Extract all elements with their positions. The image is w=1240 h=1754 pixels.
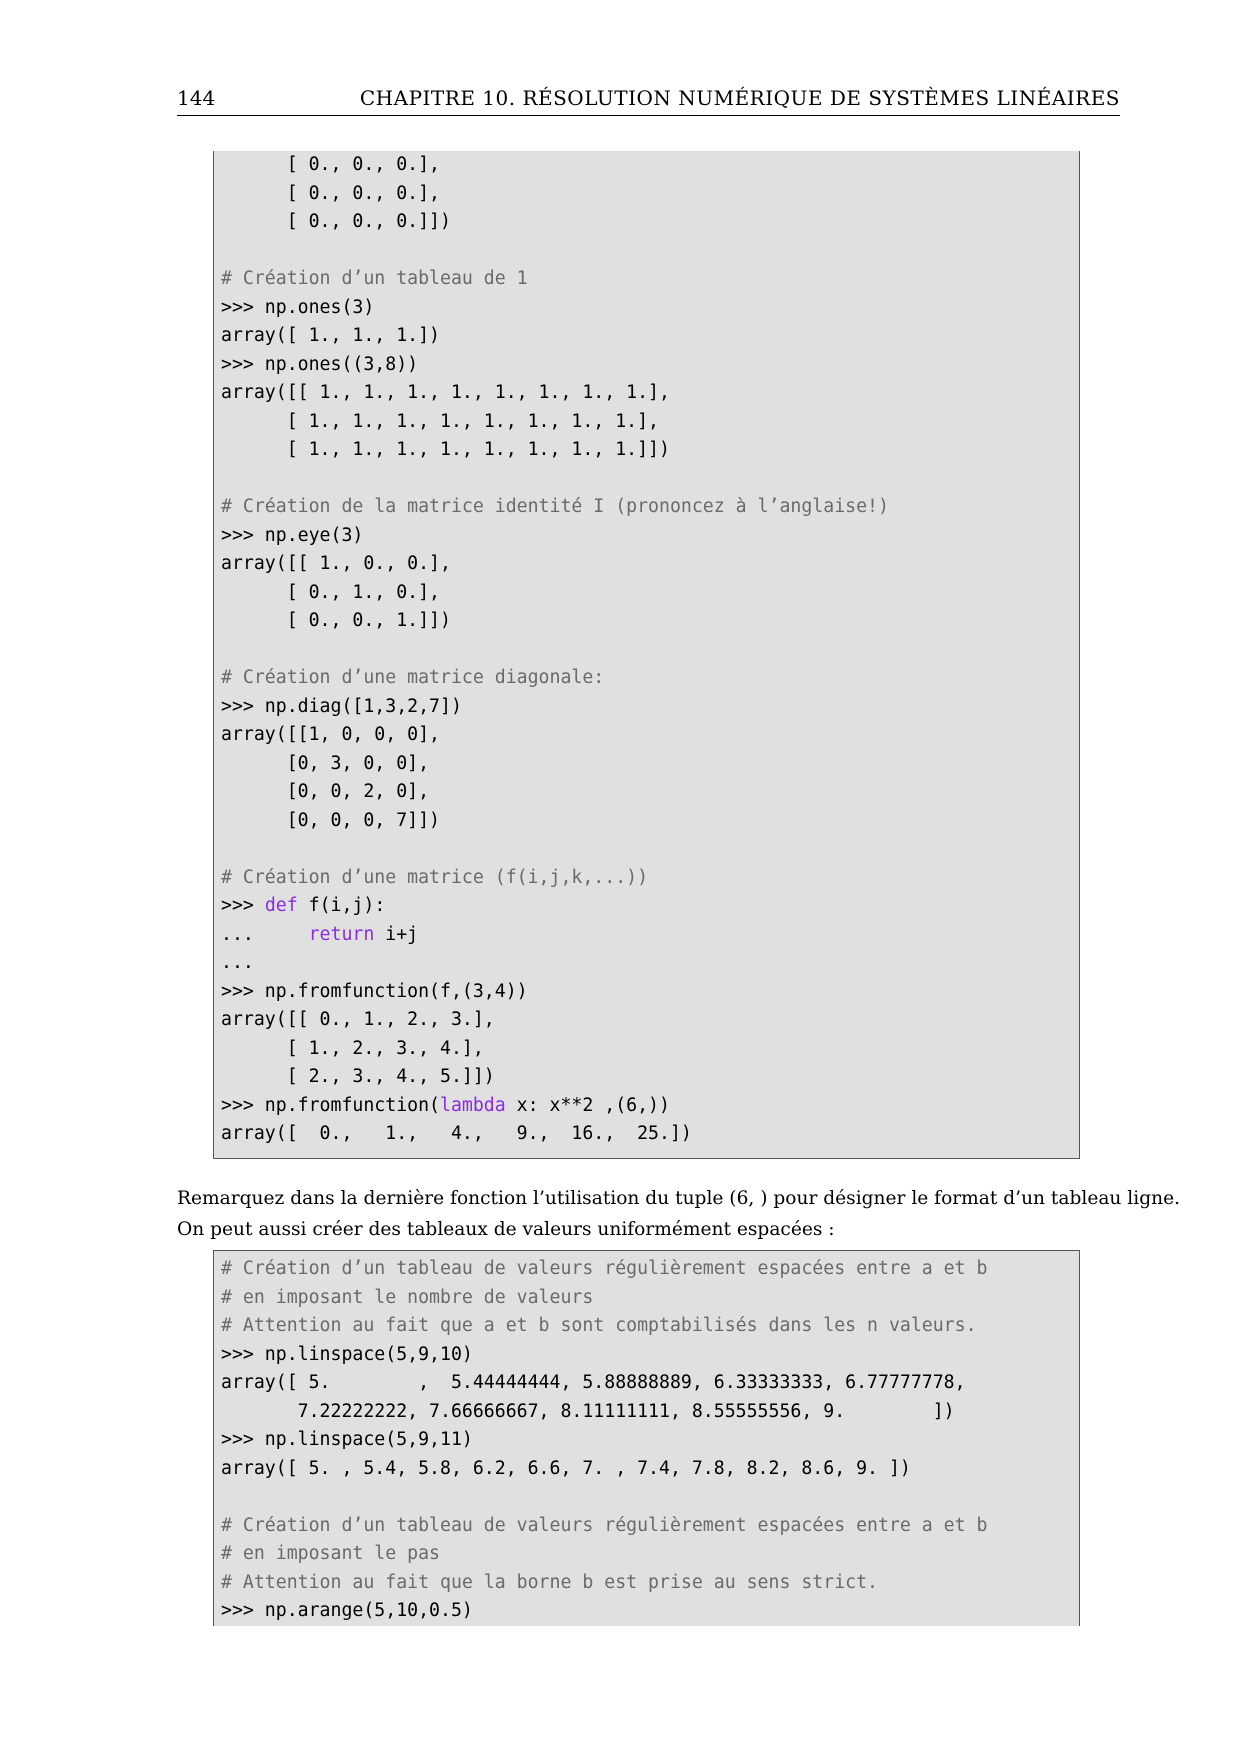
code-prompt: >>> np.fromfunction(f,(3,4)) <box>221 980 528 1002</box>
code-line <box>221 1063 495 1091</box>
code-prompt: >>> np.ones(3) <box>221 296 375 318</box>
code-comment: # Attention au fait que a et b sont comptabilisés dans les n valeurs. <box>221 1315 977 1336</box>
code-prompt: ... <box>221 923 309 945</box>
code-line <box>221 721 440 749</box>
code-output: [0, 0, 0, 7]]) <box>221 809 440 831</box>
code-line <box>221 379 670 407</box>
code-line <box>221 1569 878 1597</box>
code-prompt: >>> np.fromfunction( <box>221 1094 440 1116</box>
code-prompt: >>> np.linspace(5,9,11) <box>221 1429 473 1450</box>
code-prompt: >>> <box>221 895 265 916</box>
code-output: array([[1, 0, 0, 0], <box>221 724 440 745</box>
code-line <box>221 1369 966 1397</box>
code-prompt: ... <box>221 952 254 973</box>
code-line <box>221 1455 911 1483</box>
code-output: [ 0., 0., 0.], <box>221 182 440 204</box>
code-line <box>221 807 440 835</box>
code-listing-1 <box>213 151 1080 1159</box>
page-number: 144 <box>177 86 216 110</box>
code-comment: # en imposant le nombre de valeurs <box>221 1286 594 1308</box>
code-line <box>221 294 374 322</box>
code-prompt: >>> np.ones((3,8)) <box>221 353 419 375</box>
code-line <box>221 265 528 293</box>
code-line <box>221 493 889 521</box>
code-line <box>221 322 440 350</box>
code-line <box>221 351 418 379</box>
code-line <box>221 208 451 236</box>
code-line <box>221 180 440 208</box>
code-line <box>221 522 363 550</box>
code-comment: # Création d’une matrice diagonale: <box>221 667 605 688</box>
code-line <box>221 978 528 1006</box>
code-line <box>221 1540 440 1568</box>
code-line <box>221 1006 495 1034</box>
code-output: [ 1., 1., 1., 1., 1., 1., 1., 1.]]) <box>221 439 670 460</box>
code-line <box>221 1284 593 1312</box>
code-output: [0, 3, 0, 0], <box>221 752 430 774</box>
code-line <box>221 1341 473 1369</box>
code-line <box>221 1120 692 1148</box>
code-line <box>221 1398 955 1426</box>
code-output: [ 1., 2., 3., 4.], <box>221 1037 484 1059</box>
code-line <box>221 664 604 692</box>
code-line <box>221 1426 473 1454</box>
code-comment: # Attention au fait que la borne b est prise au sens strict. <box>221 1571 878 1593</box>
chapter-title: CHAPITRE 10. RÉSOLUTION NUMÉRIQUE DE SYSTÈMES LINÉAIRES <box>359 86 1120 110</box>
code-line <box>221 949 254 977</box>
code-prompt: >>> np.linspace(5,9,10) <box>221 1343 473 1365</box>
code-output: [ 0., 1., 0.], <box>221 581 440 603</box>
code-line <box>221 1312 977 1340</box>
code-output: [ 1., 1., 1., 1., 1., 1., 1., 1.], <box>221 410 659 432</box>
code-comment: # en imposant le pas <box>221 1543 440 1564</box>
code-output: array([ 5. , 5.4, 5.8, 6.2, 6.6, 7. , 7.4, 7.8, 8.2, 8.6, 9. ]) <box>221 1457 911 1479</box>
code-keyword: def <box>264 895 298 916</box>
code-comment: # Création d’un tableau de valeurs régulièrement espacées entre a et b <box>221 1258 988 1279</box>
code-prompt: x: x**2 ,(6,)) <box>505 1094 670 1116</box>
paragraph-line-1: Remarquez dans la dernière fonction l’utilisation du tuple (6, ) pour désigner le format d’un tableau ligne. <box>177 1188 1180 1209</box>
code-output: 7.22222222, 7.66666667, 8.11111111, 8.55555556, 9. ]) <box>221 1400 955 1422</box>
code-line <box>221 579 440 607</box>
code-line <box>221 1255 988 1283</box>
code-output: [ 0., 0., 0.]]) <box>221 211 451 232</box>
code-output: array([ 1., 1., 1.]) <box>221 325 440 346</box>
code-line <box>221 607 451 635</box>
code-prompt: >>> np.eye(3) <box>221 524 364 546</box>
code-keyword: lambda <box>440 1094 506 1116</box>
code-line <box>221 778 429 806</box>
code-output: array([[ 1., 1., 1., 1., 1., 1., 1., 1.], <box>221 382 670 403</box>
code-comment: # Création d’un tableau de 1 <box>221 268 528 289</box>
code-output: array([[ 1., 0., 0.], <box>221 553 451 574</box>
code-output: array([ 5. , 5.44444444, 5.88888889, 6.33333333, 6.77777778, <box>221 1372 966 1393</box>
code-comment: # Création de la matrice identité I (prononcez à l’anglaise!) <box>221 496 889 517</box>
code-line <box>221 693 462 721</box>
code-line <box>221 436 670 464</box>
code-output: [ 0., 0., 0.], <box>221 154 440 175</box>
code-line <box>221 408 659 436</box>
code-prompt: i+j <box>374 923 419 945</box>
page-header <box>177 83 1120 116</box>
code-line <box>221 921 418 949</box>
code-output: array([[ 0., 1., 2., 3.], <box>221 1009 495 1030</box>
code-output: [0, 0, 2, 0], <box>221 781 430 802</box>
code-line <box>221 550 451 578</box>
code-line <box>221 864 648 892</box>
code-keyword: return <box>308 923 375 945</box>
code-line <box>221 1512 988 1540</box>
code-prompt: >>> np.arange(5,10,0.5) <box>221 1600 473 1621</box>
code-output: [ 2., 3., 4., 5.]]) <box>221 1066 495 1087</box>
code-output: [ 0., 0., 1.]]) <box>221 610 451 631</box>
code-listing-2 <box>213 1250 1080 1626</box>
paragraph-line-2: On peut aussi créer des tableaux de valeurs uniformément espacées : <box>177 1219 835 1240</box>
code-line <box>221 151 440 179</box>
code-prompt: f(i,j): <box>297 895 386 916</box>
code-output: array([ 0., 1., 4., 9., 16., 25.]) <box>221 1123 692 1144</box>
code-comment: # Création d’une matrice (f(i,j,k,...)) <box>221 866 649 888</box>
code-line <box>221 1035 484 1063</box>
code-line <box>221 892 385 920</box>
code-line <box>221 1092 670 1120</box>
code-line <box>221 1597 473 1625</box>
code-prompt: >>> np.diag([1,3,2,7]) <box>221 695 462 717</box>
code-line <box>221 750 429 778</box>
code-comment: # Création d’un tableau de valeurs régulièrement espacées entre a et b <box>221 1514 988 1536</box>
